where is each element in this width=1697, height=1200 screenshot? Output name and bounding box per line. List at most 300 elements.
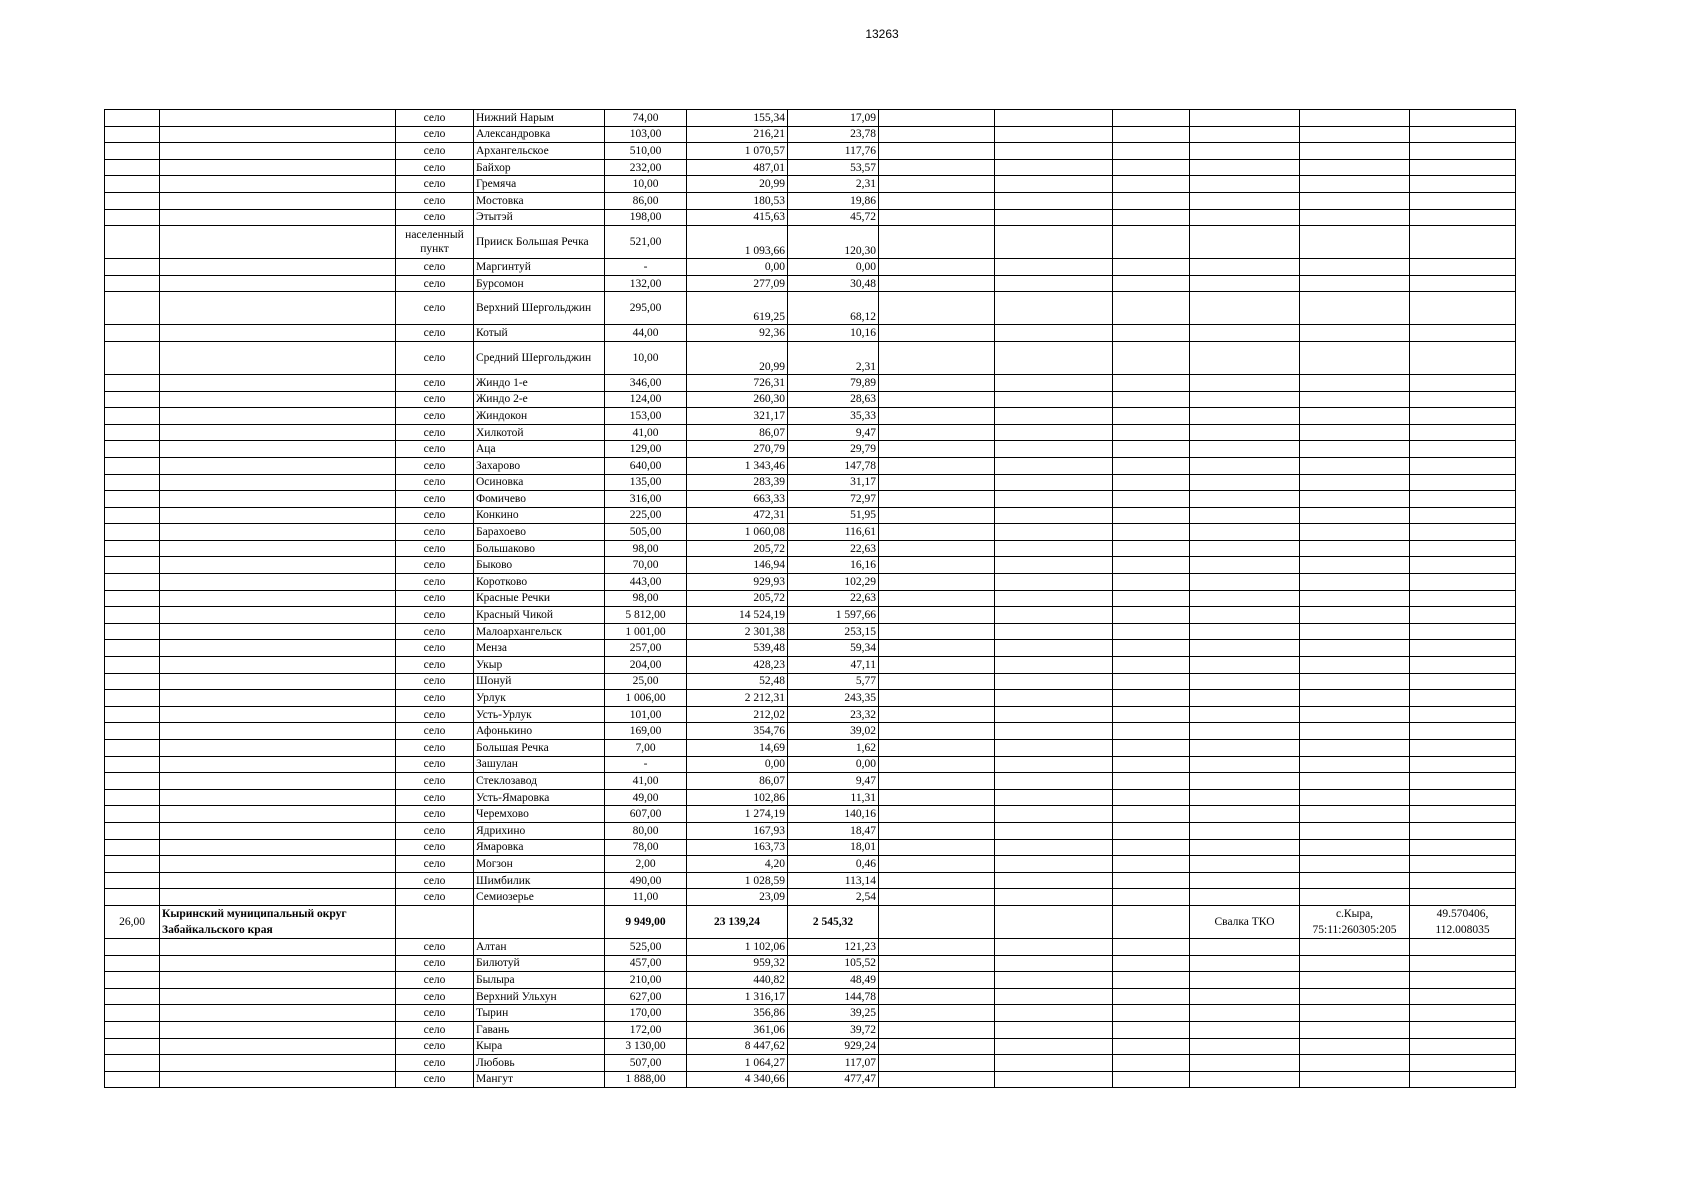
address-cell	[1300, 507, 1410, 524]
coordinates-cell	[1410, 706, 1516, 723]
population-cell: 98,00	[605, 590, 687, 607]
empty-cell	[1113, 424, 1190, 441]
settlement-name-cell: Захарово	[474, 457, 605, 474]
population-cell: 490,00	[605, 872, 687, 889]
row-index-cell	[105, 557, 160, 574]
empty-cell	[995, 1005, 1113, 1022]
empty-cell	[1113, 673, 1190, 690]
settlement-name-cell: Ямаровка	[474, 839, 605, 856]
mass-cell: 117,07	[788, 1055, 879, 1072]
municipality-cell	[160, 889, 396, 906]
object-cell	[1190, 325, 1300, 342]
empty-cell	[995, 325, 1113, 342]
row-index-cell	[105, 972, 160, 989]
settlement-name-cell: Могзон	[474, 856, 605, 873]
empty-cell	[995, 1071, 1113, 1088]
municipality-cell	[160, 159, 396, 176]
object-cell	[1190, 806, 1300, 823]
coordinates-cell	[1410, 441, 1516, 458]
row-index-cell	[105, 756, 160, 773]
address-cell	[1300, 872, 1410, 889]
address-cell	[1300, 822, 1410, 839]
empty-cell	[995, 143, 1113, 160]
empty-cell	[995, 673, 1113, 690]
settlement-type-cell: село	[396, 673, 474, 690]
settlement-name-cell: Верхний Шергольджин	[474, 292, 605, 325]
address-cell	[1300, 972, 1410, 989]
coordinates-cell	[1410, 1071, 1516, 1088]
empty-cell	[995, 856, 1113, 873]
coordinates-cell	[1410, 391, 1516, 408]
empty-cell	[879, 176, 995, 193]
municipality-cell	[160, 972, 396, 989]
row-index-cell	[105, 806, 160, 823]
volume-cell: 356,86	[687, 1005, 788, 1022]
empty-cell	[1113, 192, 1190, 209]
empty-cell	[1113, 457, 1190, 474]
empty-cell	[1113, 938, 1190, 955]
coordinates-cell	[1410, 540, 1516, 557]
settlement-name-cell: Семиозерье	[474, 889, 605, 906]
object-cell	[1190, 673, 1300, 690]
mass-cell: 22,63	[788, 590, 879, 607]
population-cell: 129,00	[605, 441, 687, 458]
mass-cell: 10,16	[788, 325, 879, 342]
address-cell	[1300, 1038, 1410, 1055]
municipality-cell	[160, 110, 396, 127]
object-cell	[1190, 292, 1300, 325]
settlement-name-cell: Александровка	[474, 126, 605, 143]
municipality-cell	[160, 657, 396, 674]
settlement-type-cell: село	[396, 856, 474, 873]
empty-cell	[879, 1021, 995, 1038]
empty-cell	[1113, 557, 1190, 574]
population-cell: -	[605, 259, 687, 276]
empty-cell	[879, 507, 995, 524]
population-cell: 1 888,00	[605, 1071, 687, 1088]
settlement-type-cell: село	[396, 822, 474, 839]
municipality-cell	[160, 192, 396, 209]
settlement-type-cell: село	[396, 110, 474, 127]
mass-cell: 19,86	[788, 192, 879, 209]
empty-cell	[995, 806, 1113, 823]
population-cell: 49,00	[605, 789, 687, 806]
settlement-row	[105, 325, 1516, 342]
object-cell	[1190, 723, 1300, 740]
volume-cell: 354,76	[687, 723, 788, 740]
empty-cell	[1113, 988, 1190, 1005]
municipality-cell	[160, 574, 396, 591]
object-cell	[1190, 209, 1300, 226]
coordinates-cell	[1410, 723, 1516, 740]
address-cell	[1300, 1021, 1410, 1038]
settlement-type-cell: село	[396, 540, 474, 557]
population-cell: 74,00	[605, 110, 687, 127]
empty-cell	[1113, 723, 1190, 740]
settlement-name-cell: Прииск Большая Речка	[474, 226, 605, 259]
address-cell	[1300, 524, 1410, 541]
address-cell	[1300, 341, 1410, 374]
empty-cell	[995, 457, 1113, 474]
population-cell: -	[605, 756, 687, 773]
object-cell	[1190, 938, 1300, 955]
coordinates-cell	[1410, 110, 1516, 127]
coordinates-cell	[1410, 839, 1516, 856]
empty-cell	[995, 159, 1113, 176]
coordinates-cell	[1410, 972, 1516, 989]
municipality-cell	[160, 374, 396, 391]
settlement-name-cell: Тырин	[474, 1005, 605, 1022]
mass-cell: 1 597,66	[788, 607, 879, 624]
population-cell: 103,00	[605, 126, 687, 143]
municipality-cell	[160, 391, 396, 408]
empty-cell	[1113, 623, 1190, 640]
empty-cell	[879, 209, 995, 226]
volume-cell: 155,34	[687, 110, 788, 127]
settlement-row	[105, 1005, 1516, 1022]
settlement-row	[105, 292, 1516, 325]
mass-cell: 31,17	[788, 474, 879, 491]
row-index-cell	[105, 789, 160, 806]
address-cell	[1300, 143, 1410, 160]
mass-cell: 253,15	[788, 623, 879, 640]
row-index-cell: 26,00	[105, 905, 160, 938]
settlement-type-cell: село	[396, 839, 474, 856]
mass-cell: 23,78	[788, 126, 879, 143]
coordinates-cell	[1410, 457, 1516, 474]
settlement-row	[105, 740, 1516, 757]
address-cell	[1300, 491, 1410, 508]
settlement-name-cell: Красные Речки	[474, 590, 605, 607]
mass-cell: 18,47	[788, 822, 879, 839]
empty-cell	[995, 176, 1113, 193]
settlement-row	[105, 226, 1516, 259]
coordinates-cell	[1410, 988, 1516, 1005]
empty-cell	[879, 275, 995, 292]
settlement-type-cell: село	[396, 275, 474, 292]
municipality-cell	[160, 988, 396, 1005]
mass-cell: 51,95	[788, 507, 879, 524]
municipality-cell	[160, 673, 396, 690]
mass-cell: 39,02	[788, 723, 879, 740]
empty-cell	[879, 839, 995, 856]
empty-cell	[995, 789, 1113, 806]
settlement-name-cell: Этытэй	[474, 209, 605, 226]
address-cell	[1300, 126, 1410, 143]
settlement-row	[105, 872, 1516, 889]
population-cell: 80,00	[605, 822, 687, 839]
empty-cell	[879, 341, 995, 374]
coordinates-cell	[1410, 176, 1516, 193]
municipality-cell	[160, 706, 396, 723]
empty-cell	[879, 740, 995, 757]
volume-cell: 212,02	[687, 706, 788, 723]
municipality-cell	[160, 474, 396, 491]
empty-cell	[1113, 756, 1190, 773]
mass-cell: 39,72	[788, 1021, 879, 1038]
coordinates-cell	[1410, 856, 1516, 873]
empty-cell	[995, 657, 1113, 674]
population-cell: 198,00	[605, 209, 687, 226]
row-index-cell	[105, 740, 160, 757]
row-index-cell	[105, 226, 160, 259]
object-cell	[1190, 822, 1300, 839]
coordinates-cell	[1410, 690, 1516, 707]
address-cell	[1300, 325, 1410, 342]
empty-cell	[879, 424, 995, 441]
population-cell: 5 812,00	[605, 607, 687, 624]
address-cell	[1300, 292, 1410, 325]
settlement-type-cell: село	[396, 176, 474, 193]
empty-cell	[995, 955, 1113, 972]
volume-cell: 415,63	[687, 209, 788, 226]
mass-cell: 116,61	[788, 524, 879, 541]
empty-cell	[1113, 806, 1190, 823]
mass-cell: 2 545,32	[788, 905, 879, 938]
empty-cell	[995, 1038, 1113, 1055]
row-index-cell	[105, 524, 160, 541]
coordinates-cell	[1410, 607, 1516, 624]
empty-cell	[1113, 706, 1190, 723]
mass-cell: 121,23	[788, 938, 879, 955]
settlement-name-cell: Укыр	[474, 657, 605, 674]
empty-cell	[879, 192, 995, 209]
row-index-cell	[105, 590, 160, 607]
coordinates-cell	[1410, 143, 1516, 160]
settlement-row	[105, 773, 1516, 790]
mass-cell: 16,16	[788, 557, 879, 574]
mass-cell: 144,78	[788, 988, 879, 1005]
empty-cell	[1113, 590, 1190, 607]
coordinates-cell	[1410, 192, 1516, 209]
population-cell: 41,00	[605, 773, 687, 790]
population-cell: 507,00	[605, 1055, 687, 1072]
settlement-name-cell: Черемхово	[474, 806, 605, 823]
volume-cell: 205,72	[687, 590, 788, 607]
row-index-cell	[105, 1021, 160, 1038]
settlement-row	[105, 1055, 1516, 1072]
mass-cell: 9,47	[788, 773, 879, 790]
municipality-cell	[160, 275, 396, 292]
settlement-row	[105, 1071, 1516, 1088]
empty-cell	[1113, 474, 1190, 491]
coordinates-cell	[1410, 623, 1516, 640]
settlement-row	[105, 159, 1516, 176]
mass-cell: 11,31	[788, 789, 879, 806]
coordinates-cell	[1410, 126, 1516, 143]
settlement-type-cell: село	[396, 872, 474, 889]
municipality-cell	[160, 341, 396, 374]
empty-cell	[1113, 176, 1190, 193]
settlement-row	[105, 955, 1516, 972]
mass-cell: 117,76	[788, 143, 879, 160]
address-cell	[1300, 1005, 1410, 1022]
empty-cell	[1113, 441, 1190, 458]
settlement-name-cell: Шимбилик	[474, 872, 605, 889]
address-cell	[1300, 275, 1410, 292]
row-index-cell	[105, 1038, 160, 1055]
empty-cell	[879, 590, 995, 607]
address-cell	[1300, 839, 1410, 856]
object-cell	[1190, 1021, 1300, 1038]
empty-cell	[1113, 540, 1190, 557]
row-index-cell	[105, 209, 160, 226]
object-cell	[1190, 955, 1300, 972]
empty-cell	[879, 673, 995, 690]
row-index-cell	[105, 457, 160, 474]
volume-cell: 92,36	[687, 325, 788, 342]
object-cell	[1190, 457, 1300, 474]
coordinates-cell	[1410, 789, 1516, 806]
object-cell	[1190, 1005, 1300, 1022]
empty-cell	[879, 938, 995, 955]
district-row	[105, 905, 1516, 938]
settlement-name-cell: Шонуй	[474, 673, 605, 690]
coordinates-cell	[1410, 341, 1516, 374]
municipality-cell	[160, 540, 396, 557]
settlement-row	[105, 341, 1516, 374]
row-index-cell	[105, 474, 160, 491]
coordinates-cell	[1410, 673, 1516, 690]
population-cell: 124,00	[605, 391, 687, 408]
settlement-type-cell: село	[396, 491, 474, 508]
object-cell	[1190, 856, 1300, 873]
mass-cell: 5,77	[788, 673, 879, 690]
empty-cell	[879, 756, 995, 773]
municipality-cell	[160, 424, 396, 441]
mass-cell: 47,11	[788, 657, 879, 674]
empty-cell	[1113, 507, 1190, 524]
row-index-cell	[105, 1055, 160, 1072]
empty-cell	[995, 126, 1113, 143]
empty-cell	[995, 938, 1113, 955]
empty-cell	[879, 143, 995, 160]
mass-cell: 0,00	[788, 259, 879, 276]
address-cell	[1300, 557, 1410, 574]
settlement-name-cell: Любовь	[474, 1055, 605, 1072]
settlement-row	[105, 474, 1516, 491]
empty-cell	[879, 226, 995, 259]
settlement-type-cell: село	[396, 789, 474, 806]
municipality-cell	[160, 856, 396, 873]
empty-cell	[1113, 1021, 1190, 1038]
municipality-cell	[160, 590, 396, 607]
settlement-row	[105, 690, 1516, 707]
coordinates-cell	[1410, 491, 1516, 508]
empty-cell	[1113, 143, 1190, 160]
coordinates-cell	[1410, 872, 1516, 889]
coordinates-cell	[1410, 474, 1516, 491]
municipality-cell	[160, 839, 396, 856]
settlement-type-cell: село	[396, 209, 474, 226]
population-cell: 11,00	[605, 889, 687, 906]
coordinates-cell	[1410, 557, 1516, 574]
address-cell	[1300, 159, 1410, 176]
volume-cell: 0,00	[687, 756, 788, 773]
object-cell	[1190, 192, 1300, 209]
municipality-cell	[160, 1038, 396, 1055]
settlement-row	[105, 143, 1516, 160]
empty-cell	[1113, 126, 1190, 143]
settlement-type-cell: село	[396, 706, 474, 723]
row-index-cell	[105, 640, 160, 657]
settlement-type-cell: село	[396, 424, 474, 441]
settlement-row	[105, 789, 1516, 806]
empty-cell	[879, 640, 995, 657]
settlement-type-cell: село	[396, 441, 474, 458]
empty-cell	[995, 507, 1113, 524]
empty-cell	[995, 706, 1113, 723]
volume-cell: 1 093,66	[687, 226, 788, 259]
empty-cell	[995, 192, 1113, 209]
empty-cell	[1113, 856, 1190, 873]
settlement-row	[105, 574, 1516, 591]
municipality-cell	[160, 507, 396, 524]
object-cell	[1190, 690, 1300, 707]
volume-cell: 1 102,06	[687, 938, 788, 955]
volume-cell: 472,31	[687, 507, 788, 524]
object-cell: Свалка ТКО	[1190, 905, 1300, 938]
municipality-cell	[160, 690, 396, 707]
object-cell	[1190, 507, 1300, 524]
empty-cell	[995, 557, 1113, 574]
empty-cell	[879, 657, 995, 674]
population-cell: 232,00	[605, 159, 687, 176]
empty-cell	[879, 955, 995, 972]
coordinates-cell	[1410, 209, 1516, 226]
volume-cell: 205,72	[687, 540, 788, 557]
empty-cell	[879, 972, 995, 989]
row-index-cell	[105, 955, 160, 972]
empty-cell	[995, 889, 1113, 906]
volume-cell: 283,39	[687, 474, 788, 491]
empty-cell	[1113, 889, 1190, 906]
coordinates-cell	[1410, 756, 1516, 773]
settlement-name-cell: Хилкотой	[474, 424, 605, 441]
settlement-name-cell	[474, 905, 605, 938]
settlement-row	[105, 756, 1516, 773]
empty-cell	[1113, 292, 1190, 325]
settlement-type-cell: село	[396, 341, 474, 374]
population-cell: 2,00	[605, 856, 687, 873]
address-cell	[1300, 374, 1410, 391]
municipality-cell	[160, 640, 396, 657]
settlement-name-cell: Коротково	[474, 574, 605, 591]
settlement-row	[105, 723, 1516, 740]
empty-cell	[995, 740, 1113, 757]
population-cell: 170,00	[605, 1005, 687, 1022]
empty-cell	[1113, 607, 1190, 624]
settlement-type-cell: село	[396, 1021, 474, 1038]
empty-cell	[995, 1021, 1113, 1038]
settlement-row	[105, 623, 1516, 640]
mass-cell: 35,33	[788, 408, 879, 425]
empty-cell	[879, 374, 995, 391]
empty-cell	[995, 988, 1113, 1005]
settlement-row	[105, 374, 1516, 391]
row-index-cell	[105, 325, 160, 342]
empty-cell	[1113, 491, 1190, 508]
empty-cell	[1113, 657, 1190, 674]
address-cell	[1300, 723, 1410, 740]
empty-cell	[995, 690, 1113, 707]
object-cell	[1190, 374, 1300, 391]
row-index-cell	[105, 822, 160, 839]
coordinates-cell	[1410, 325, 1516, 342]
settlement-row	[105, 259, 1516, 276]
settlement-row	[105, 110, 1516, 127]
coordinates-cell	[1410, 574, 1516, 591]
